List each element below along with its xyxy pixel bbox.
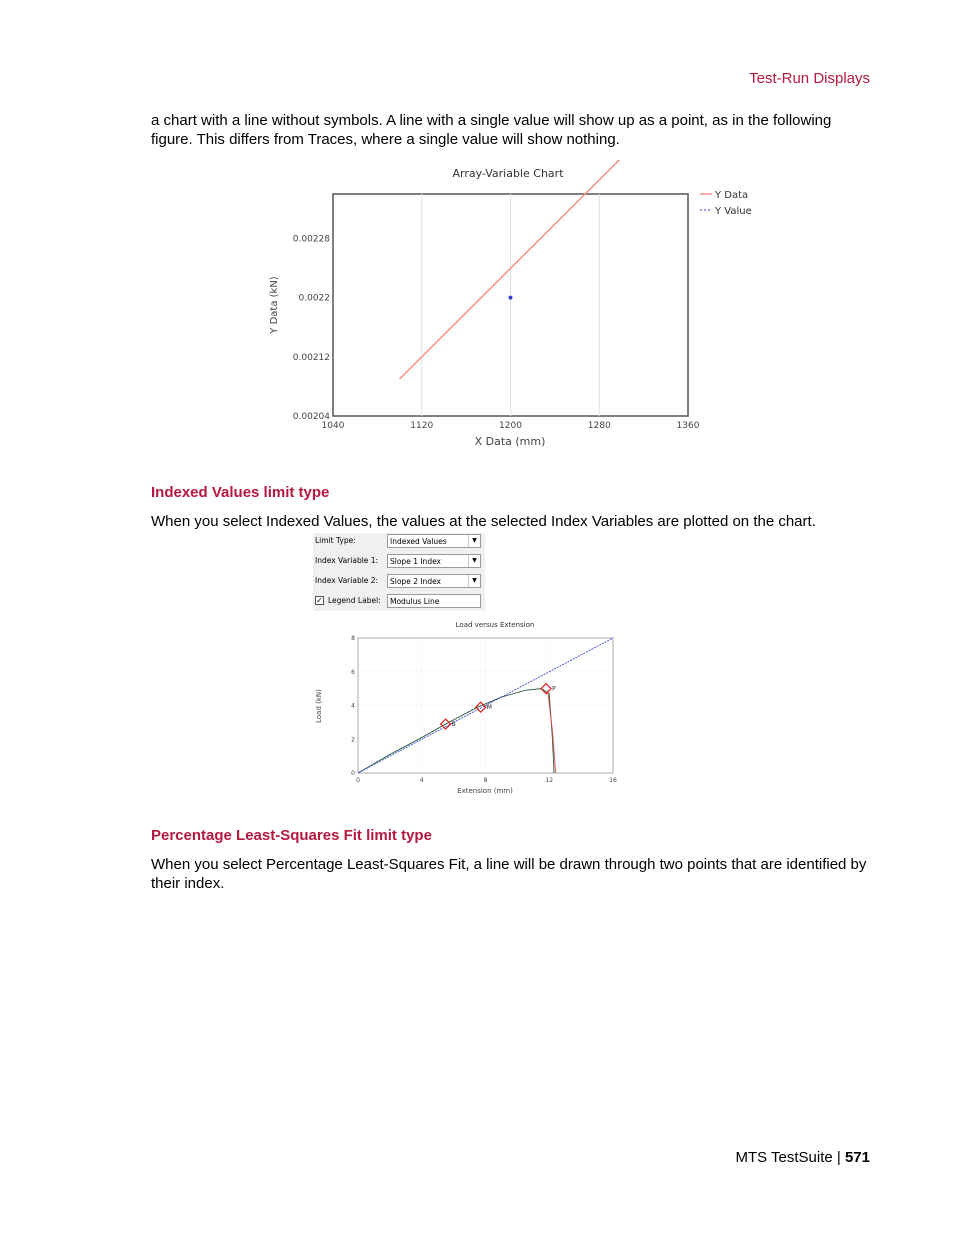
footer-page-number: 571 — [844, 1149, 870, 1166]
indexed-values-paragraph: When you select Indexed Values, the values at the selected Index Variables are plotted on the chart. — [151, 513, 816, 530]
chart2-xlabel: Extension (mm) — [457, 787, 513, 795]
index-variable-2-value: Slope 2 Index — [390, 577, 441, 586]
chart1-series-y-value-point — [509, 296, 513, 300]
limit-type-label: Limit Type: — [315, 536, 356, 545]
chart1-x-tick-label: 1120 — [410, 421, 434, 431]
intro-paragraph: a chart with a line without symbols. A line with a single value will show up as a point, as in the following figure. This differs from Traces, where a single value will show nothing. — [151, 112, 832, 148]
chart1-y-tick-label: 0.0022 — [298, 293, 330, 304]
chart2-y-tick-label: 4 — [351, 702, 355, 710]
legend-label-input[interactable] — [387, 594, 481, 608]
footer-product: MTS TestSuite — [735, 1149, 833, 1166]
legend-label-y-value: Y Value — [715, 206, 752, 217]
chart2-title: Load versus Extension — [455, 621, 535, 629]
chart1-x-tick-label: 1040 — [321, 421, 345, 431]
header-section-title: Test-Run Displays — [749, 70, 870, 87]
chart2-marker-label: P — [552, 685, 556, 693]
index-variable-1-label: Index Variable 1: — [315, 556, 379, 565]
chart1-ylabel: Y Data (kN) — [269, 276, 280, 334]
array-variable-chart — [260, 160, 780, 460]
chart1-title: Array-Variable Chart — [452, 167, 564, 180]
legend-label-value: Modulus Line — [390, 597, 440, 606]
chart2-y-tick-label: 2 — [351, 736, 355, 744]
chart2-y-tick-label: 8 — [351, 635, 355, 642]
chevron-down-icon[interactable]: ▼ — [468, 555, 480, 567]
heading-percentage-least-squares: Percentage Least-Squares Fit limit type — [151, 827, 432, 844]
chart1-y-tick-label: 0.00204 — [292, 412, 330, 422]
chart1-y-tick-label: 0.00212 — [292, 352, 330, 363]
chart2-x-tick-label: 16 — [609, 777, 617, 784]
limit-settings-panel — [313, 533, 485, 611]
chart2-x-tick-label: 4 — [419, 777, 424, 784]
chevron-down-icon[interactable]: ▼ — [468, 575, 480, 587]
chart2-ylabel: Load (kN) — [315, 689, 323, 723]
index-variable-1-row — [313, 553, 485, 569]
load-versus-extension-chart — [305, 615, 635, 800]
chart1-x-tick-label: 1280 — [587, 421, 611, 431]
index-variable-2-row — [313, 573, 485, 589]
chart1-x-tick-label: 1360 — [676, 421, 700, 431]
chart1-legend — [700, 190, 752, 217]
chart2-marker-label: M — [486, 704, 492, 712]
index-variable-2-select[interactable] — [387, 574, 481, 588]
limit-type-select[interactable] — [387, 534, 481, 548]
chart1-y-tick-label: 0.00228 — [292, 234, 330, 245]
chart2-marker-label: B — [451, 721, 456, 729]
page-footer — [735, 1149, 870, 1166]
legend-label-y-data: Y Data — [715, 190, 749, 201]
chevron-down-icon[interactable]: ▼ — [468, 535, 480, 547]
chart2-y-tick-label: 0 — [351, 770, 355, 777]
heading-indexed-values: Indexed Values limit type — [151, 484, 330, 501]
limit-type-row — [313, 533, 485, 549]
limit-type-value: Indexed Values — [390, 537, 447, 546]
legend-label-checkbox[interactable]: ✓ — [316, 596, 323, 605]
chart2-y-tick-label: 6 — [351, 668, 355, 676]
index-variable-1-value: Slope 1 Index — [390, 557, 441, 566]
chart2-x-tick-label: 8 — [483, 777, 488, 784]
chart1-xlabel: X Data (mm) — [474, 435, 546, 448]
chart2-x-tick-label: 12 — [545, 777, 554, 784]
index-variable-2-label: Index Variable 2: — [315, 576, 379, 585]
chart2-x-tick-label: 0 — [356, 777, 360, 784]
legend-label-label: Legend Label: — [328, 596, 381, 605]
percentage-least-squares-paragraph: When you select Percentage Least-Squares Fit, a line will be drawn through two points that are identified by their index. — [151, 856, 867, 892]
index-variable-1-select[interactable] — [387, 554, 481, 568]
legend-label-row — [313, 593, 485, 609]
footer-separator: | — [836, 1149, 841, 1166]
chart1-x-tick-label: 1200 — [499, 421, 522, 431]
